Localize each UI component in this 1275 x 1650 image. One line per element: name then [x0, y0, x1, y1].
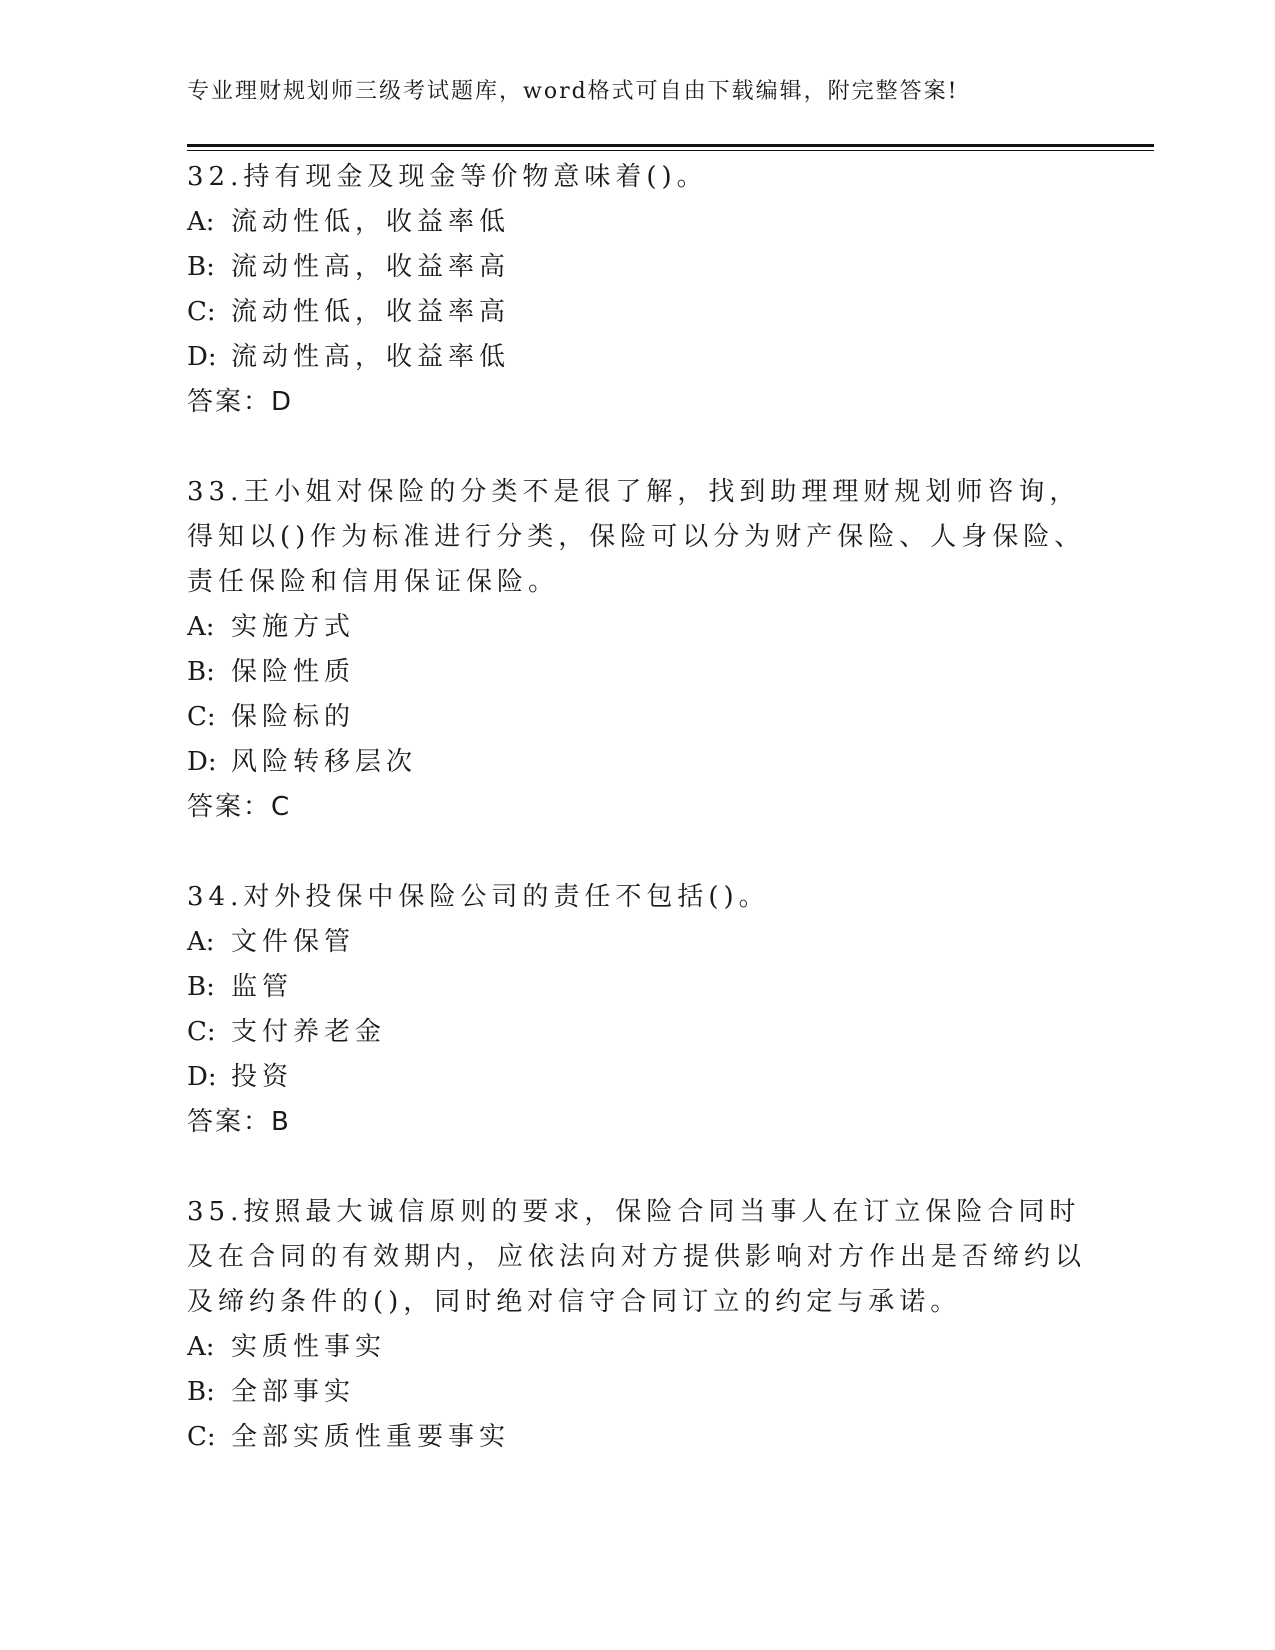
option-text: 风险转移层次 [231, 747, 418, 777]
option-text: 流动性高，收益率低 [231, 342, 511, 372]
page-header: 专业理财规划师三级考试题库，word格式可自由下载编辑，附完整答案! [187, 79, 959, 104]
option-key: B: [187, 252, 215, 282]
question-34 [187, 875, 1087, 1145]
header-rule-thick [187, 144, 1154, 147]
option-key: B: [187, 1377, 215, 1407]
option-b [187, 1370, 1087, 1415]
option-a [187, 1325, 1087, 1370]
option-d [187, 740, 1087, 785]
option-text: 实施方式 [231, 612, 356, 642]
question-list [187, 155, 1087, 1505]
option-key: D: [187, 1062, 217, 1092]
option-text: 监管 [231, 972, 294, 1002]
option-a [187, 605, 1087, 650]
option-a [187, 200, 1087, 245]
answer-text: 答案：B [187, 1107, 291, 1137]
option-c [187, 695, 1087, 740]
question-text: 32.持有现金及现金等价物意味着()。 [187, 162, 708, 192]
option-text: 实质性事实 [231, 1332, 387, 1362]
option-key: C: [187, 1017, 216, 1047]
question-text: 34.对外投保中保险公司的责任不包括()。 [187, 882, 770, 912]
option-c [187, 1010, 1087, 1055]
option-key: D: [187, 747, 217, 777]
option-text: 保险标的 [231, 702, 356, 732]
question-text: 33.王小姐对保险的分类不是很了解，找到助理理财规划师咨询，得知以()作为标准进行分类，保险可以分为财产保险、人身保险、责任保险和信用保证保险。 [187, 477, 1086, 597]
question-text: 35.按照最大诚信原则的要求，保险合同当事人在订立保险合同时及在合同的有效期内，应依法向对方提供影响对方作出是否缔约以及缔约条件的()，同时绝对信守合同订立的约定与承诺。 [187, 1197, 1087, 1317]
option-text: 全部实质性重要事实 [231, 1422, 511, 1452]
option-text: 投资 [231, 1062, 294, 1092]
option-key: C: [187, 702, 216, 732]
option-text: 流动性低，收益率高 [231, 297, 511, 327]
option-key: A: [187, 612, 215, 642]
option-text: 保险性质 [231, 657, 356, 687]
option-b [187, 245, 1087, 290]
question-35 [187, 1190, 1087, 1460]
option-d [187, 1055, 1087, 1100]
question-32 [187, 155, 1087, 425]
option-c [187, 1415, 1087, 1460]
option-key: B: [187, 657, 215, 687]
answer-text: 答案：D [187, 387, 294, 417]
option-d [187, 335, 1087, 380]
option-b [187, 650, 1087, 695]
question-33 [187, 470, 1087, 830]
option-b [187, 965, 1087, 1010]
option-key: C: [187, 297, 216, 327]
option-text: 流动性低，收益率低 [231, 207, 511, 237]
option-text: 支付养老金 [231, 1017, 387, 1047]
option-key: A: [187, 1332, 215, 1362]
option-key: A: [187, 207, 215, 237]
option-key: D: [187, 342, 217, 372]
header-rule-thin [187, 150, 1154, 151]
option-text: 文件保管 [231, 927, 356, 957]
option-text: 流动性高，收益率高 [231, 252, 511, 282]
option-key: A: [187, 927, 215, 957]
answer-text: 答案：C [187, 792, 292, 822]
option-a [187, 920, 1087, 965]
option-text: 全部事实 [231, 1377, 356, 1407]
option-c [187, 290, 1087, 335]
option-key: C: [187, 1422, 216, 1452]
option-key: B: [187, 972, 215, 1002]
